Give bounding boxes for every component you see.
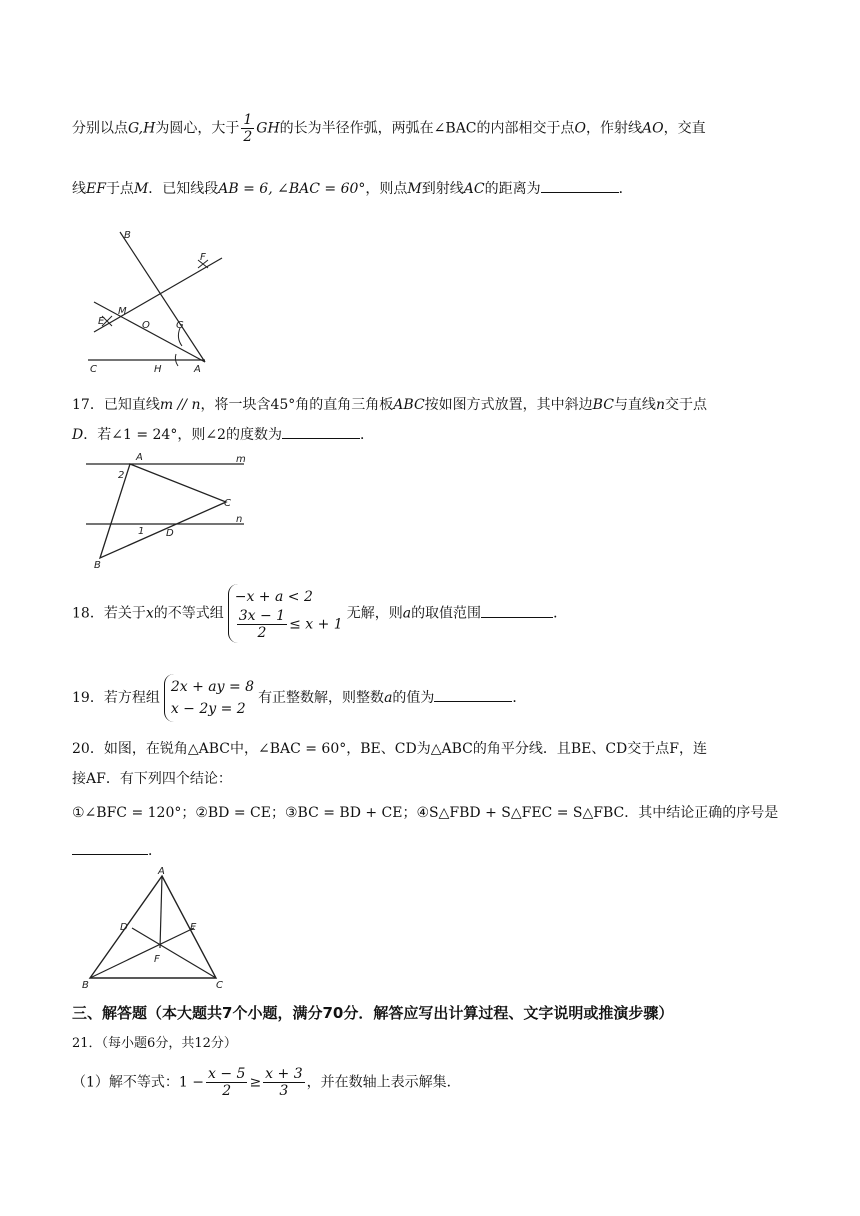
inequality-1: −x + a < 2 [234,589,313,605]
q16-text: 的长为半径作弧，两弧在∠BAC的内部相交于点 [279,120,575,137]
q16-text: 线 [72,181,86,197]
answer-blank [72,840,148,855]
q21-text: （1）解不等式：1 − [72,1074,204,1091]
label-e: E [98,316,105,327]
q21-header-text: 21．（每小题6分，共12分） [72,1036,237,1051]
q16-text: ，交直 [663,120,706,137]
q17-text: ，将一块含45°角的直角三角板 [200,397,394,413]
label-c: C [224,498,231,509]
label-b: B [82,980,89,990]
q16-text: 到射线 [421,181,464,197]
label-d: D [120,922,128,933]
question-number: 17． [72,397,104,413]
q20-text: ①∠BFC = 120°；②BD = CE；③BC = BD + CE；④S△FBD + S△FEC = S△FBC．其中结论正确的序号是 [72,805,779,821]
q18-text: 若关于 [103,605,146,622]
q16-line2 [72,178,633,198]
q16-fraction [241,112,254,145]
q17-text: 已知直线 [103,397,160,413]
label-f: F [154,954,160,965]
label-m: M [118,306,127,317]
equation-2: x − 2y = 2 [170,701,246,717]
q17-text: 交于点 [664,397,707,413]
fraction-numerator: x − 5 [208,1066,246,1082]
q16-math: O [574,120,586,137]
question-number: 20． [72,741,104,757]
q19-text: 若方程组 [103,690,160,706]
fraction-denominator: 2 [243,129,253,145]
fraction-numerator: x + 3 [265,1066,303,1082]
q21-text: ，并在数轴上表示解集． [306,1074,461,1091]
label-f: F [200,252,206,263]
q18-line [72,584,567,643]
q16-text: 的距离为 [484,181,541,197]
q21-header [72,1032,237,1051]
label-h: H [154,364,162,375]
q19-text: ． [512,690,527,706]
label-a: A [158,866,165,877]
q20-line2 [72,768,232,788]
q21-part1 [72,1066,461,1099]
q20-line4 [72,840,162,860]
question-number: 18． [72,605,104,622]
q18-math: ≤ x + 1 [289,616,343,633]
q17-math: m // n [159,397,201,413]
q20-text: 如图，在锐角△ABC中，∠BAC = 60°，BE、CD为△ABC的角平分线．且BE、CD交于点F，连 [103,741,707,757]
q19-text: 的值为 [392,690,435,706]
q16-figure [80,220,240,380]
equation-system [164,674,254,722]
answer-blank [541,178,619,193]
label-angle2: 2 [118,470,125,481]
q16-math: AB = 6, ∠BAC = 60° [218,181,366,197]
q19-text: 有正整数解，则整数 [258,690,385,706]
q16-math: AC [463,181,485,197]
q18-text: 的取值范围 [411,605,482,622]
q16-text: 分别以点 [72,120,128,137]
q20-figure [80,866,240,990]
q20-line1 [72,738,707,758]
q16-text: ． [618,181,633,197]
q16-line1 [72,112,706,145]
q16-math: AO [642,120,664,137]
q17-text: ．若∠1 = 24°，则∠2的度数为 [83,427,282,443]
label-c: C [90,364,97,375]
q17-math: ABC [393,397,425,413]
fraction-denominator: 2 [257,625,267,641]
q20-text: 接AF．有下列四个结论： [72,771,232,787]
q16-text: ，作射线 [586,120,642,137]
fraction-numerator: 1 [243,112,253,128]
q18-text: ． [553,605,568,622]
label-b: B [124,230,131,241]
q16-text: ，则点 [365,181,408,197]
label-n: n [236,514,243,525]
q18-math: a [402,605,412,622]
label-angle1: 1 [138,526,145,537]
label-a: A [136,452,143,463]
q19-math: a [384,690,393,706]
section-heading [72,1002,673,1023]
q20-line3 [72,802,778,822]
label-c: C [216,980,223,990]
q17-line1 [72,394,707,414]
q17-text: 与直线 [613,397,656,413]
q16-text: 于点 [105,181,134,197]
q20-text: ． [148,843,162,859]
q21-fraction-1 [206,1066,247,1099]
label-e: E [190,922,197,933]
section-heading-text: 三、解答题（本大题共7个小题，满分70分．解答应写出计算过程、文字说明或推演步骤） [72,1004,674,1022]
label-b: B [94,560,101,571]
fraction-denominator: 3 [279,1083,289,1099]
q16-text: ．已知线段 [148,181,219,197]
inequality-system [228,584,343,643]
q18-text: 无解，则 [346,605,403,622]
q17-text: 按如图方式放置，其中斜边 [424,397,593,413]
fraction-numerator: 3x − 1 [238,608,286,624]
q17-math: n [655,397,665,413]
label-o: O [142,320,150,331]
q21-math: ≥ [249,1074,262,1091]
q16-math: EF [86,181,106,197]
q16-math: GH [256,120,280,137]
inequality-2 [235,608,343,641]
answer-blank [481,603,553,618]
label-a: A [194,364,201,375]
label-d: D [166,528,174,539]
answer-blank [282,424,360,439]
label-g: G [176,320,184,331]
q19-line [72,674,526,722]
answer-blank [434,687,512,702]
q21-fraction-2 [263,1066,304,1099]
q18-math: x [145,605,154,622]
q17-math: BC [592,397,614,413]
q16-math: M [133,181,149,197]
q17-figure [86,450,256,572]
question-number: 19． [72,690,104,706]
q17-math: D [72,427,84,443]
q16-text: 为圆心，大于 [155,120,240,137]
q16-math: G,H [128,120,156,137]
q17-text: ． [359,427,374,443]
q17-line2 [72,424,374,444]
label-m: m [236,454,246,465]
equation-1: 2x + ay = 8 [170,679,255,695]
q16-math: M [407,181,422,197]
fraction-denominator: 2 [222,1083,232,1099]
q18-text: 的不等式组 [153,605,224,622]
